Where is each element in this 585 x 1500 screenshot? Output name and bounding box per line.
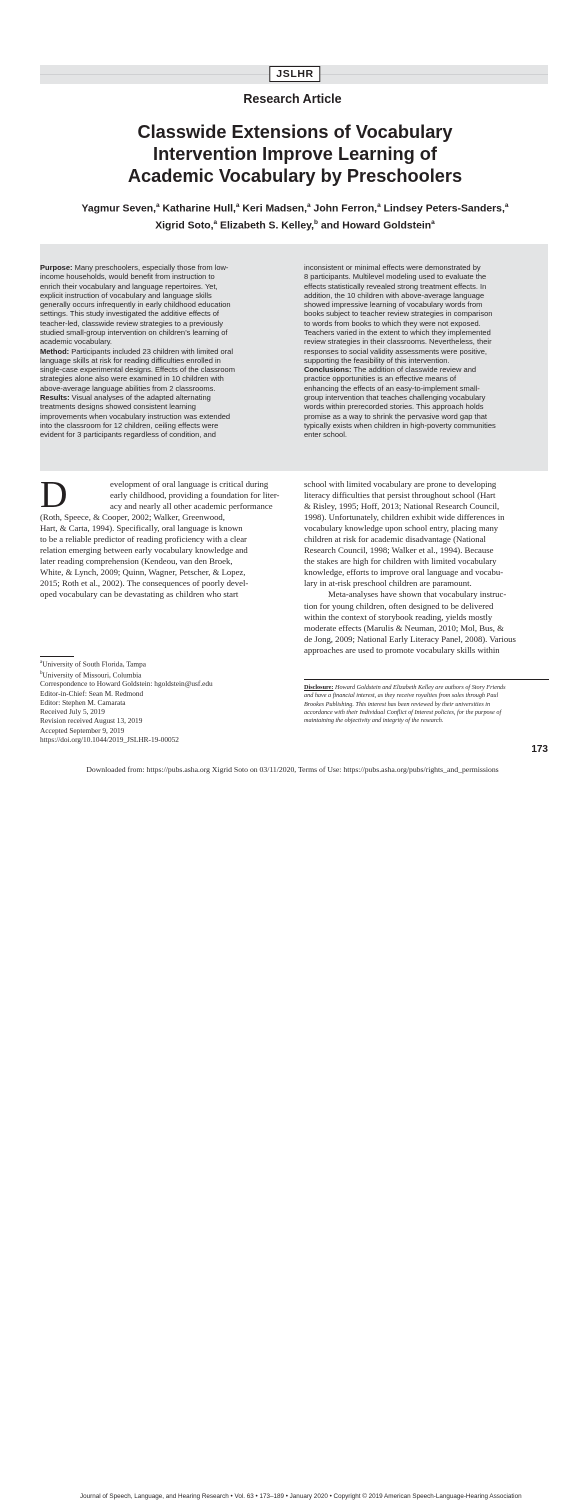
- abstract-text: enter school.: [304, 430, 347, 440]
- abstract-line: [40, 412, 280, 421]
- abstract-left-column: [40, 263, 280, 439]
- author-name: Elizabeth S. Kelley,: [217, 220, 314, 232]
- abstract-text: supporting the feasibility of this intervention.: [304, 355, 450, 365]
- author-name: Xigrid Soto,: [155, 220, 214, 232]
- abstract-text: single-case experimental designs. Effects of the classroom: [40, 365, 235, 375]
- abstract-text: inconsistent or minimal effects were demonstrated by: [304, 263, 481, 272]
- abstract-heading: Purpose:: [40, 263, 73, 272]
- body-line: oped vocabulary can be devastating as children who start: [40, 589, 239, 600]
- author-name: Keri Madsen,: [239, 203, 308, 215]
- body-line: White, & Lynch, 2009; Quinn, Wagner, Petscher, & Lopez,: [40, 567, 246, 578]
- correspondence: Correspondence to Howard Goldstein: hgoldstein@usf.edu: [40, 679, 213, 689]
- download-notice: Downloaded from: https://pubs.asha.org Xigrid Soto on 03/11/2020, Terms of Use: https://pubs.asha.org/pubs/rights_and_permissions: [86, 765, 499, 774]
- abstract-line: [304, 300, 548, 309]
- abstract-text: Visual analyses of the adapted alternating: [69, 392, 211, 402]
- abstract-text: The addition of classwide review and: [351, 365, 477, 375]
- abstract-line: [304, 430, 548, 439]
- title-line: Classwide Extensions of Vocabulary: [137, 122, 453, 142]
- affiliation-text: University of Missouri, Columbia: [42, 670, 142, 680]
- journal-tag: JSLHR: [269, 66, 320, 82]
- affiliation-b: [40, 669, 285, 680]
- abstract-line: [40, 365, 280, 374]
- body-line: tion for young children, often designed to be delivered: [304, 600, 494, 611]
- author-affiliation-marker: a: [156, 202, 160, 209]
- abstract-heading: Method:: [40, 346, 70, 356]
- footnotes: [40, 658, 285, 744]
- abstract-text: into the classroom for 12 children, ceiling effects were: [40, 420, 219, 430]
- body-line: within the context of storybook reading, yields mostly: [304, 611, 493, 622]
- footnote-rule: [40, 656, 74, 657]
- accepted-date: Accepted September 9, 2019: [40, 725, 125, 735]
- author-name: and Howard Goldstein: [317, 220, 432, 232]
- title-line: Intervention Improve Learning of: [153, 144, 437, 164]
- body-line: & Risley, 1995; Hoff, 2013; National Research Council,: [304, 501, 500, 512]
- doi-link[interactable]: https://doi.org/10.1044/2019_JSLHR-19-00052: [40, 734, 179, 744]
- abstract-line: [304, 374, 548, 383]
- abstract-heading: Results:: [40, 392, 70, 402]
- disclosure-text: Brookes Publishing. This interest has been reviewed by their universities in: [304, 700, 491, 708]
- abstract-text: language skills at risk for reading difficulties enrolled in: [40, 355, 221, 365]
- abstract-line: [40, 337, 280, 346]
- abstract-text: Participants included 23 children with limited oral: [69, 346, 234, 356]
- abstract-line: [304, 412, 548, 421]
- body-line: the stakes are high for children with limited vocabulary: [304, 556, 497, 567]
- abstract-line: [304, 393, 548, 402]
- author-affiliation-marker: a: [307, 202, 311, 209]
- abstract-line: [40, 393, 280, 402]
- abstract-line: [40, 374, 280, 383]
- abstract-text: Teachers varied in the extent to which they implemented: [304, 327, 491, 337]
- author-line-2: [40, 216, 550, 233]
- revision-date: Revision received August 13, 2019: [40, 716, 143, 726]
- editor-in-chief: Editor-in-Chief: Sean M. Redmond: [40, 688, 144, 698]
- abstract-text: promise as a way to shrink the pervasive word gap that: [304, 411, 488, 421]
- abstract-text: settings. This study investigated the additive effects of: [40, 309, 219, 319]
- abstract-line: [40, 309, 280, 318]
- abstract-line: [40, 430, 280, 439]
- abstract-line: [304, 263, 548, 272]
- abstract-text: group intervention that teaches challenging vocabulary: [304, 392, 486, 402]
- body-line: (Roth, Speece, & Cooper, 2002; Walker, Greenwood,: [40, 512, 225, 523]
- abstract-text: addition, the 10 children with above-average language: [304, 290, 485, 300]
- received-date: Received July 5, 2019: [40, 707, 105, 717]
- abstract-line: [304, 365, 548, 374]
- author-name: Lindsey Peters-Sanders,: [380, 203, 505, 215]
- body-line: relation emerging between early vocabulary knowledge and: [40, 545, 248, 556]
- body-line: 2015; Roth et al., 2002). The consequences of poorly devel-: [40, 578, 249, 589]
- abstract-line: [304, 309, 548, 318]
- abstract-text: treatments designs showed consistent learning: [40, 402, 196, 412]
- editor: Editor: Stephen M. Camarata: [40, 697, 126, 707]
- abstract-line: [304, 282, 548, 291]
- abstract-text: strategies alone also were examined in 10 children with: [40, 374, 224, 384]
- abstract-line: [40, 421, 280, 430]
- author-list: [40, 199, 550, 234]
- author-affiliation-marker: a: [235, 202, 240, 209]
- abstract-line: [40, 272, 280, 281]
- disclosure-text: accordance with their Individual Conflict of Interest policies, for the purpose of: [304, 708, 502, 716]
- body-line: acy and nearly all other academic performance: [110, 501, 273, 512]
- abstract-text: teacher-led, classwide review strategies to a previously: [40, 318, 223, 328]
- body-line: Research Council, 1998; Walker et al., 1994). Because: [304, 545, 494, 556]
- footer-citation: Journal of Speech, Language, and Hearing Research • Vol. 63 • 173–189 • January 2020 • Copyright © 2019 American Speech-Language-Hearing Association: [80, 1493, 522, 1500]
- abstract-text: evident for 3 participants regardless of condition, and: [40, 430, 216, 440]
- disclosure-line: [304, 692, 549, 700]
- author-name: John Ferron,: [310, 203, 378, 215]
- article-title: [60, 121, 530, 187]
- disclosure-line: [304, 717, 549, 725]
- affiliation-text: University of South Florida, Tampa: [42, 659, 146, 669]
- body-line: school with limited vocabulary are prone to developing: [304, 479, 497, 489]
- abstract-line: [40, 300, 280, 309]
- abstract-text: improvements when vocabulary instruction was extended: [40, 411, 231, 421]
- abstract-text: Many preschoolers, especially those from low-: [72, 263, 229, 272]
- abstract-text: review strategies in their classrooms. Nevertheless, their: [304, 337, 492, 347]
- page-number: 173: [531, 744, 548, 755]
- abstract-text: studied small-group intervention on children’s learning of: [40, 327, 228, 337]
- abstract-line: [40, 263, 280, 272]
- abstract-text: 8 participants. Multilevel modeling used to evaluate the: [304, 272, 487, 282]
- body-left-column: [40, 479, 285, 601]
- body-line: approaches are used to promote vocabulary skills within: [304, 644, 500, 655]
- body-line: later reading comprehension (Kendeou, van den Broek,: [40, 556, 233, 567]
- abstract-line: [304, 328, 548, 337]
- abstract-line: [304, 272, 548, 281]
- abstract-line: [304, 347, 548, 356]
- disclosure-text: and have a financial interest, as they receive royalties from sales through Paul: [304, 692, 499, 700]
- body-line: children at risk for academic disadvantage (National: [304, 534, 486, 545]
- abstract-text: practice opportunities is an effective means of: [304, 374, 457, 384]
- disclosure-line: [304, 701, 549, 709]
- author-affiliation-marker: b: [314, 219, 318, 227]
- abstract-text: generally occurs infrequently in early childhood education: [40, 300, 231, 310]
- abstract-right-column: [304, 263, 548, 439]
- abstract-line: [40, 347, 280, 356]
- author-line-1: [40, 199, 550, 216]
- author-affiliation-marker: a: [431, 219, 435, 227]
- author-name: Yagmur Seven,: [81, 203, 157, 215]
- abstract-text: showed impressive learning of vocabulary words from: [304, 300, 483, 310]
- abstract-line: [304, 384, 548, 393]
- author-affiliation-marker: a: [213, 219, 218, 227]
- title-line: Academic Vocabulary by Preschoolers: [127, 166, 463, 186]
- author-affiliation-marker: a: [504, 202, 509, 209]
- disclosure-text: maintaining the objectivity and integrity of the research.: [304, 717, 444, 725]
- abstract-text: typically exists when children in high-poverty communities: [304, 420, 496, 430]
- abstract-line: [304, 319, 548, 328]
- abstract-text: words within prerecorded stories. This approach holds: [304, 402, 484, 412]
- body-line: vocabulary knowledge upon school entry, placing many: [304, 523, 499, 534]
- body-line: early childhood, providing a foundation for liter-: [110, 490, 280, 501]
- article-type-label: Research Article: [243, 92, 342, 106]
- body-line: moderate effects (Marulis & Neuman, 2010; Mol, Bus, &: [304, 622, 504, 633]
- abstract-line: [40, 282, 280, 291]
- body-line: Hart, & Carta, 1994). Specifically, oral language is known: [40, 523, 243, 534]
- abstract-text: enrich their vocabulary and language repertoires. Yet,: [40, 281, 218, 291]
- body-line: literacy difficulties that persist throughout school (Hart: [304, 490, 496, 501]
- author-name: Katharine Hull,: [159, 203, 236, 215]
- abstract-text: income households, would benefit from instruction to: [40, 272, 215, 282]
- affiliation-marker: a: [40, 660, 43, 665]
- abstract-line: [40, 319, 280, 328]
- abstract-text: to words from books to which they were not exposed.: [304, 318, 481, 328]
- body-line: de Jong, 2009; National Early Literacy Panel, 2008). Various: [304, 633, 516, 644]
- disclosure-text: Howard Goldstein and Elizabeth Kelley are authors of Story Friends: [333, 684, 506, 691]
- body-line: 1998). Unfortunately, children exhibit wide differences in: [304, 512, 505, 523]
- body-right-column: [304, 479, 549, 656]
- abstract-line: [304, 356, 548, 365]
- body-line: knowledge, efforts to improve oral language and vocabu-: [304, 567, 504, 578]
- abstract-heading: Conclusions:: [304, 365, 352, 375]
- abstract-line: [40, 402, 280, 411]
- abstract-text: academic vocabulary.: [40, 337, 112, 347]
- abstract-line: [304, 421, 548, 430]
- disclosure-line: [304, 709, 549, 717]
- abstract-line: [40, 384, 280, 393]
- body-line: Meta-analyses have shown that vocabulary instruc-: [328, 589, 507, 600]
- author-affiliation-marker: a: [377, 202, 381, 209]
- abstract-text: explicit instruction of vocabulary and language skills: [40, 290, 212, 300]
- affiliation-a: [40, 658, 285, 669]
- disclosure-note: [304, 679, 549, 725]
- abstract-text: effects statistically revealed strong treatment effects. In: [304, 281, 487, 291]
- abstract-text: books subject to teacher review strategies in comparison: [304, 309, 493, 319]
- drop-cap: D: [40, 474, 68, 516]
- abstract-line: [304, 402, 548, 411]
- abstract-text: above-average language abilities from 2 classrooms.: [40, 383, 216, 393]
- disclosure-lead: Disclosure:: [304, 684, 334, 691]
- body-line: lary in at-risk preschool children are paramount.: [304, 578, 472, 589]
- abstract-line: [304, 291, 548, 300]
- abstract-text: enhancing the effects of an easy-to-implement small-: [304, 383, 480, 393]
- body-line: to be a reliable predictor of reading proficiency with a clear: [40, 534, 247, 545]
- abstract-text: responses to social validity assessments were positive,: [304, 346, 487, 356]
- journal-band: [40, 65, 548, 84]
- abstract-line: [40, 328, 280, 337]
- affiliation-marker: b: [40, 670, 43, 676]
- abstract-line: [40, 291, 280, 300]
- abstract-line: [304, 337, 548, 346]
- abstract-line: [40, 356, 280, 365]
- disclosure-line: [304, 684, 549, 692]
- body-line: evelopment of oral language is critical during: [110, 479, 269, 489]
